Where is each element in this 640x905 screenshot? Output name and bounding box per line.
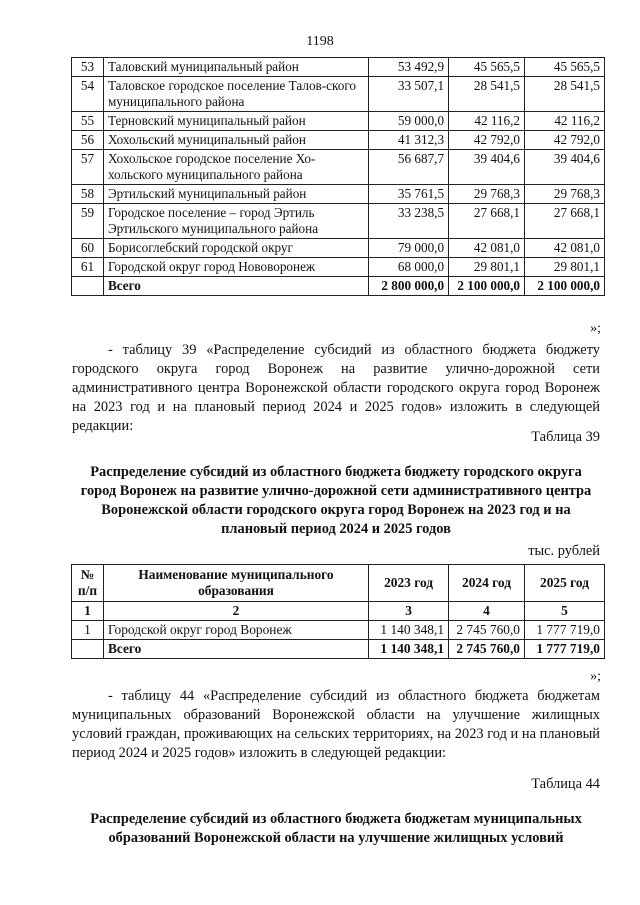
value-2024: 29 801,1 — [449, 258, 525, 277]
index-cell: 3 — [369, 602, 449, 621]
row-name: Таловское городское поселение Талов-ского муниципального района — [103, 77, 368, 112]
row-name: Борисоглебский городской округ — [103, 239, 368, 258]
table-row — [72, 185, 605, 204]
total-label: Всего — [103, 640, 368, 659]
row-number: 55 — [72, 112, 104, 131]
value-2023: 53 492,9 — [369, 58, 449, 77]
table-row — [72, 239, 605, 258]
closing-quote: »; — [590, 321, 601, 336]
value-2025: 42 116,2 — [525, 112, 605, 131]
value-2025: 28 541,5 — [525, 77, 605, 112]
header-2025: 2025 год — [525, 565, 605, 602]
index-cell: 2 — [103, 602, 368, 621]
value-2025: 42 081,0 — [525, 239, 605, 258]
value-2023: 79 000,0 — [369, 239, 449, 258]
value-2023: 33 507,1 — [369, 77, 449, 112]
row-name: Терновский муниципальный район — [103, 112, 368, 131]
index-cell: 1 — [72, 602, 104, 621]
total-blank — [72, 277, 104, 296]
units-label: тыс. рублей — [528, 543, 600, 559]
total-row — [72, 277, 605, 296]
index-cell: 4 — [449, 602, 525, 621]
value-2023: 68 000,0 — [369, 258, 449, 277]
table-39 — [71, 564, 605, 659]
table-44-title: Распределение субсидий из областного бюджета бюджетам муниципальных образований Воронежской области на улучшение жилищных условий — [90, 811, 582, 846]
total-2024: 2 100 000,0 — [449, 277, 525, 296]
header-2023: 2023 год — [369, 565, 449, 602]
table-44-label: Таблица 44 — [531, 776, 600, 792]
value-2025: 29 801,1 — [525, 258, 605, 277]
value-2025: 1 777 719,0 — [525, 621, 605, 640]
table-row — [72, 58, 605, 77]
value-2024: 2 745 760,0 — [449, 621, 525, 640]
table-row — [72, 131, 605, 150]
value-2024: 45 565,5 — [449, 58, 525, 77]
header-name: Наименование муниципального образования — [103, 565, 368, 602]
table-39-label: Таблица 39 — [531, 429, 600, 445]
table-row — [72, 112, 605, 131]
value-2024: 39 404,6 — [449, 150, 525, 185]
value-2024: 42 116,2 — [449, 112, 525, 131]
total-2025: 2 100 000,0 — [525, 277, 605, 296]
row-number: 53 — [72, 58, 104, 77]
value-2023: 41 312,3 — [369, 131, 449, 150]
value-2024: 42 081,0 — [449, 239, 525, 258]
value-2023: 59 000,0 — [369, 112, 449, 131]
value-2023: 1 140 348,1 — [369, 621, 449, 640]
table-39-index-row — [72, 602, 605, 621]
value-2023: 35 761,5 — [369, 185, 449, 204]
value-2025: 45 565,5 — [525, 58, 605, 77]
row-name: Хохольский муниципальный район — [103, 131, 368, 150]
value-2024: 42 792,0 — [449, 131, 525, 150]
total-row — [72, 640, 605, 659]
value-2024: 29 768,3 — [449, 185, 525, 204]
value-2024: 28 541,5 — [449, 77, 525, 112]
row-number: 58 — [72, 185, 104, 204]
total-label: Всего — [103, 277, 368, 296]
index-cell: 5 — [525, 602, 605, 621]
value-2025: 39 404,6 — [525, 150, 605, 185]
row-number: 56 — [72, 131, 104, 150]
header-2024: 2024 год — [449, 565, 525, 602]
total-2025: 1 777 719,0 — [525, 640, 605, 659]
row-name: Городское поселение – город Эртиль Эртильского муниципального района — [103, 204, 368, 239]
row-number: 54 — [72, 77, 104, 112]
table-39-header-row — [72, 565, 605, 602]
value-2023: 56 687,7 — [369, 150, 449, 185]
row-name: Эртильский муниципальный район — [103, 185, 368, 204]
row-number: 57 — [72, 150, 104, 185]
paragraph-table-39: - таблицу 39 «Распределение субсидий из областного бюджета бюджету городского округа город Воронеж на развитие улично-дорожной сети административного центра Воронежской области городского округа город Воронеж на 2023 год и на плановый период 2024 и 2025 годов» изложить в следующей редакции: — [72, 342, 600, 434]
value-2025: 42 792,0 — [525, 131, 605, 150]
subsidy-table-continued — [71, 57, 605, 296]
header-no: № п/п — [72, 565, 104, 602]
value-2024: 27 668,1 — [449, 204, 525, 239]
table-row — [72, 204, 605, 239]
row-name: Таловский муниципальный район — [103, 58, 368, 77]
total-2024: 2 745 760,0 — [449, 640, 525, 659]
row-number: 59 — [72, 204, 104, 239]
paragraph-table-44: - таблицу 44 «Распределение субсидий из областного бюджета бюджетам муниципальных образований Воронежской области на улучшение жилищных условий граждан, проживающих на сельских территориях, на 2023 год и на плановый период 2024 и 2025 годов» изложить в следующей редакции: — [72, 688, 600, 761]
row-name: Городской округ город Воронеж — [103, 621, 368, 640]
value-2025: 27 668,1 — [525, 204, 605, 239]
table-39-title: Распределение субсидий из областного бюджета бюджету городского округа город Воронеж на развитие улично-дорожной сети административного центра Воронежской области городского округа город Воронеж на 2023 год и на плановый период 2024 и 2025 годов — [80, 464, 592, 537]
closing-quote: »; — [590, 669, 601, 684]
value-2023: 33 238,5 — [369, 204, 449, 239]
value-2025: 29 768,3 — [525, 185, 605, 204]
table-row — [72, 258, 605, 277]
table-row — [72, 77, 605, 112]
table-row — [72, 621, 605, 640]
row-name: Городской округ город Нововоронеж — [103, 258, 368, 277]
total-2023: 2 800 000,0 — [369, 277, 449, 296]
total-2023: 1 140 348,1 — [369, 640, 449, 659]
page-number: 1198 — [306, 34, 334, 49]
row-number: 1 — [72, 621, 104, 640]
table-row — [72, 150, 605, 185]
row-number: 60 — [72, 239, 104, 258]
row-name: Хохольское городское поселение Хо-хольского муниципального района — [103, 150, 368, 185]
total-blank — [72, 640, 104, 659]
subsidy-table-body — [72, 58, 605, 296]
row-number: 61 — [72, 258, 104, 277]
